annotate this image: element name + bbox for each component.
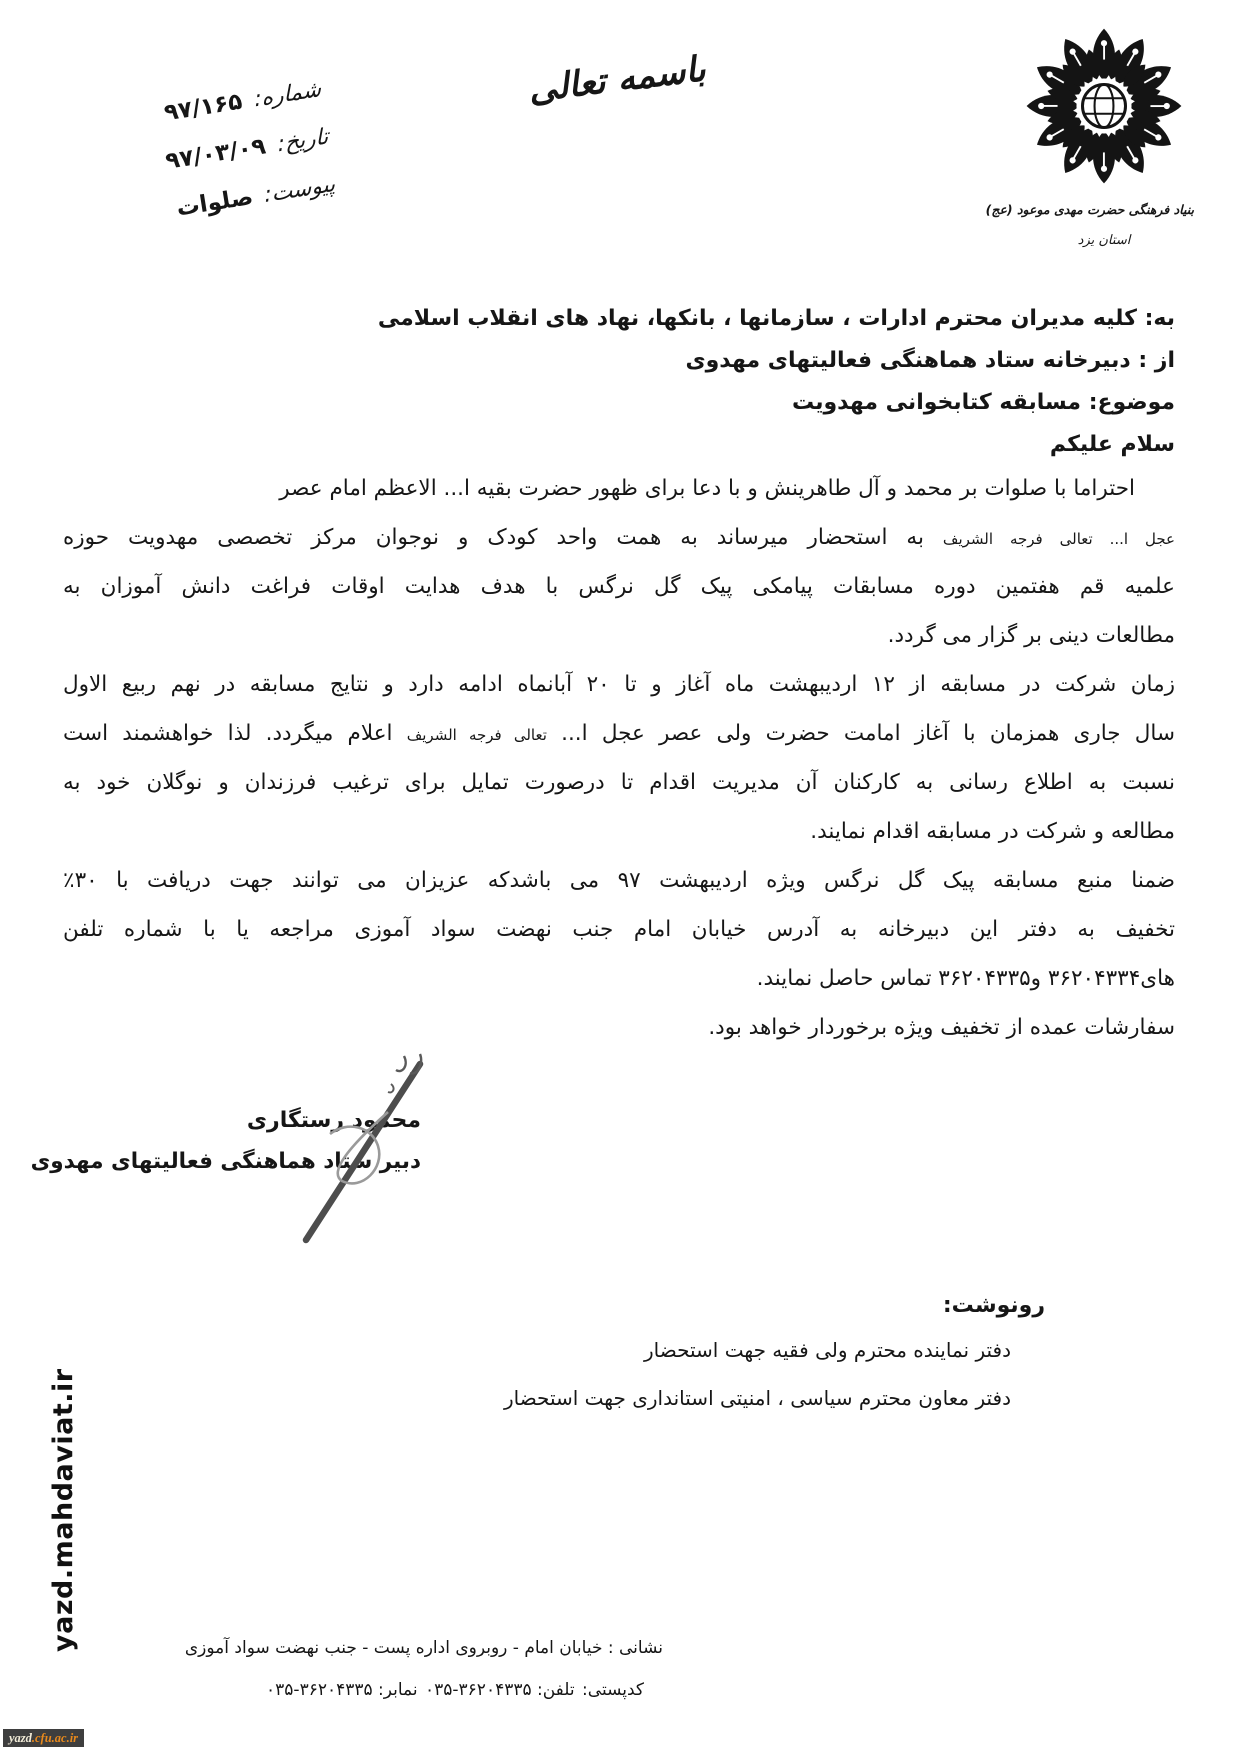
fax-value: ۳۶۲۰۴۳۳۵-۰۳۵ — [266, 1680, 373, 1700]
body-line — [63, 670, 1175, 719]
body-line — [63, 523, 1175, 572]
side-url-watermark: yazd.mahdaviat.ir — [48, 1368, 79, 1652]
cc-heading: رونوشت: — [942, 1293, 1045, 1318]
body-text-segment: ضمنا منبع مسابقه پیک گل نرگس ویژه اردیبهشت ۹۷ می باشدکه عزیزان می توانند جهت دریافت با ۳۰٪ — [63, 868, 1176, 893]
attachment-value: صلوات — [174, 183, 255, 222]
signer-name: محمود رستگاری — [246, 1108, 421, 1133]
honorific-small-text: عجل ا... تعالی فرجه الشریف — [942, 530, 1175, 548]
from-line: از : دبیرخانه ستاد هماهنگی فعالیتهای مهدوی — [685, 348, 1175, 373]
fax-label: نمابر: — [378, 1680, 418, 1700]
body-line — [63, 768, 1175, 817]
letter-meta-block — [106, 76, 341, 252]
foundation-name-caption: بنیاد فرهنگی حضرت مهدی موعود (عج) — [985, 202, 1194, 217]
fax-field — [266, 1680, 418, 1700]
letter-header-lines — [63, 306, 1175, 474]
body-line — [63, 817, 1175, 866]
signer-title: دبیر ستاد هماهنگی فعالیتهای مهدوی — [30, 1149, 421, 1174]
body-text-segment: علمیه قم هفتمین دوره مسابقات پیامکی پیک گل نرگس با هدف هدایت اوقات فراغت دانش آموزان به — [63, 574, 1175, 599]
cc-section — [504, 1293, 1045, 1434]
body-line — [63, 719, 1175, 768]
letter-body — [63, 474, 1175, 1062]
body-line — [63, 621, 1175, 670]
footer-address-line: نشانی : خیابان امام - روبروی اداره پست - جنب نهضت سواد آموزی — [184, 1638, 663, 1658]
number-label: شماره: — [253, 76, 322, 113]
pen-nib-flower-globe-icon — [1018, 20, 1190, 192]
province-caption: استان یزد — [1077, 233, 1131, 248]
phone-value: ۳۶۲۰۴۳۳۵-۰۳۵ — [425, 1680, 532, 1700]
body-line — [63, 572, 1175, 621]
body-text-segment: مطالعات دینی بر گزار می گردد. — [887, 623, 1175, 648]
footer-contact-line — [266, 1680, 644, 1700]
body-text-segment: احتراما با صلوات بر محمد و آل طاهرینش و با دعا برای ظهور حضرت بقیه ا... الاعظم امام عصر — [279, 476, 1135, 501]
body-text-segment: به استحضار میرساند به همت واحد کودک و نوجوان مرکز تخصصی مهدویت حوزه — [63, 525, 943, 550]
salutation-line: سلام علیکم — [1049, 432, 1175, 457]
attachment-label: پیوست: — [264, 171, 337, 208]
body-line — [63, 866, 1175, 915]
phone-label: تلفن: — [537, 1680, 575, 1700]
number-value: ۹۷/۱۶۵ — [162, 88, 245, 127]
body-text-segment: سال جاری همزمان با آغاز امامت حضرت ولی عصر عجل ا... — [546, 721, 1175, 746]
corner-url-badge — [3, 1729, 84, 1747]
cc-item: دفتر نماینده محترم ولی فقیه جهت استحضار — [644, 1338, 1011, 1362]
postal-code-label: کدپستی: — [582, 1680, 644, 1700]
honorific-small-text: تعالی فرجه الشریف — [406, 726, 547, 744]
body-line — [63, 964, 1175, 1013]
body-line — [63, 474, 1175, 523]
to-line: به: کلیه مدیران محترم ادارات ، سازمانها ، بانکها، نهاد های انقلاب اسلامی — [377, 306, 1175, 331]
body-text-segment: زمان شرکت در مسابقه از ۱۲ اردیبهشت ماه آغاز و تا ۲۰ آبانماه ادامه دارد و نتایج مسابقه در نهم ربیع الاول — [63, 672, 1175, 697]
body-text-segment: تخفیف به دفتر این دبیرخانه به آدرس خیابان امام جنب نهضت سواد آموزی مراجعه یا با شماره تلفن — [63, 917, 1175, 942]
body-text-segment: مطالعه و شرکت در مسابقه اقدام نمایند. — [810, 819, 1175, 844]
cc-item: دفتر معاون محترم سیاسی ، امنیتی استانداری جهت استحضار — [503, 1386, 1011, 1410]
date-value: ۹۷/۰۳/۰۹ — [163, 133, 268, 175]
phone-field — [425, 1680, 575, 1700]
badge-url-suffix: .cfu.ac.ir — [31, 1730, 79, 1745]
subject-line: موضوع: مسابقه کتابخوانی مهدویت — [791, 390, 1175, 415]
body-line — [63, 915, 1175, 964]
foundation-logo-block — [985, 20, 1194, 248]
body-text-segment: نسبت به اطلاع رسانی به کارکنان آن مدیریت اقدام تا درصورت تمایل برای ترغیب فرزندان و نوگلان خود به — [63, 770, 1175, 795]
body-text-segment: سفارشات عمده از تخفیف ویژه برخوردار خواهد بود. — [708, 1015, 1175, 1040]
cc-items — [504, 1338, 1045, 1434]
body-text-segment: های۳۶۲۰۴۳۳۴ و۳۶۲۰۴۳۳۵ تماس حاصل نمایند. — [756, 966, 1175, 991]
besmele-calligraphy: باسمه تعالی — [526, 49, 708, 111]
handwritten-signature-icon — [292, 1050, 442, 1255]
body-line — [63, 1013, 1175, 1062]
date-label: تاریخ: — [276, 124, 329, 158]
badge-url-prefix: yazd — [8, 1730, 32, 1745]
body-text-segment: اعلام میگردد. لذا خواهشمند است — [63, 721, 407, 746]
